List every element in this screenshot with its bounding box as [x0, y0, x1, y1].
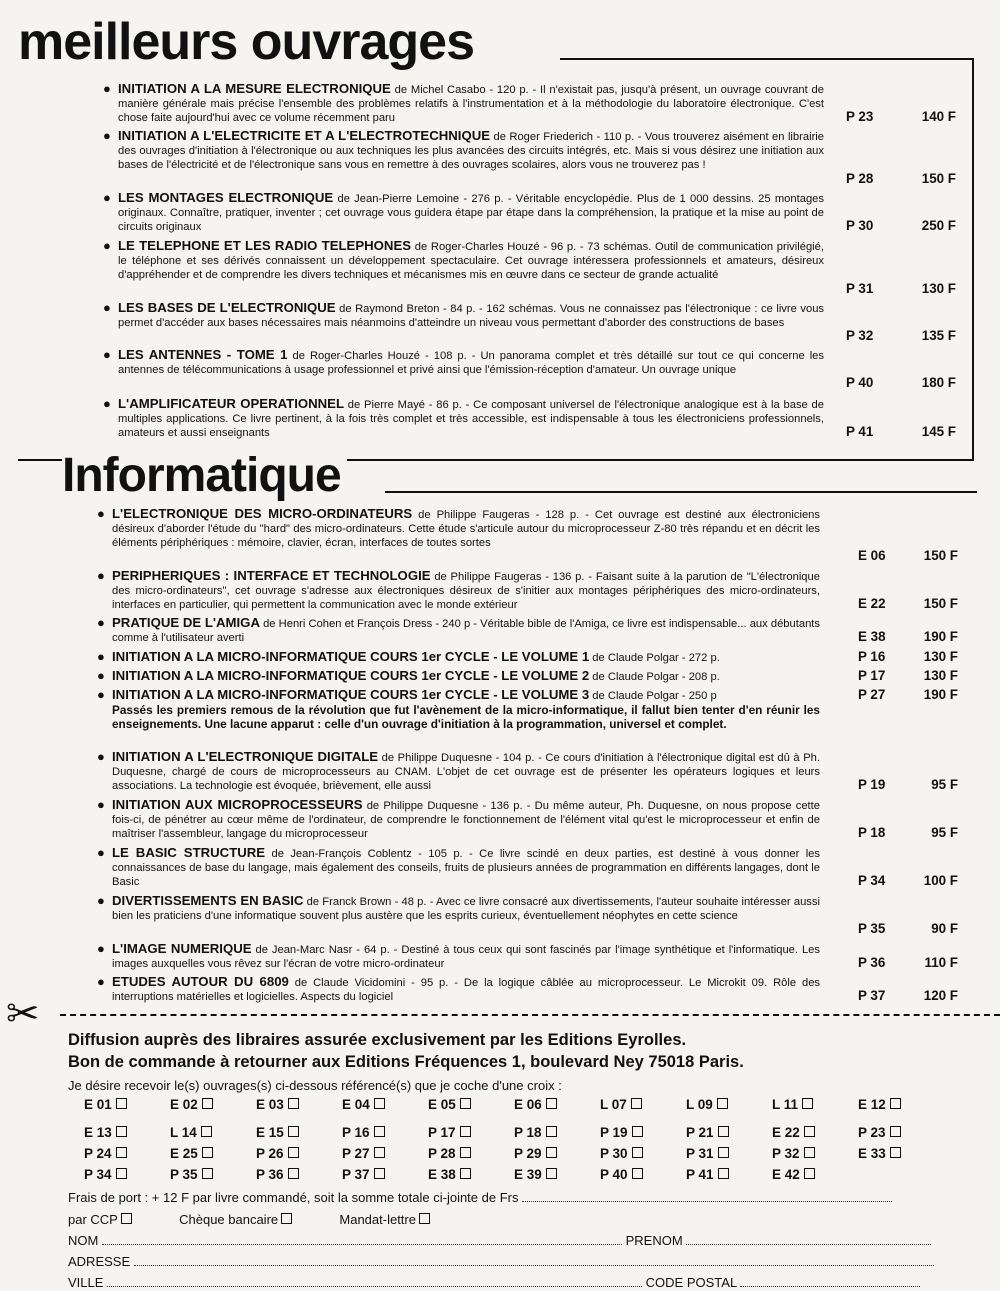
book-price: 135 F	[921, 328, 956, 343]
book-reference: E 38	[858, 629, 886, 644]
adresse-field[interactable]	[134, 1253, 934, 1266]
book-description	[118, 129, 824, 173]
order-code-item	[686, 1167, 729, 1182]
book-title: INITIATION A L'ELECTRICITE ET A L'ELECTROTECHNIQUE	[118, 128, 491, 143]
book-title: LES ANTENNES - TOME 1	[118, 347, 288, 362]
order-code-item	[428, 1167, 471, 1182]
book-price: 140 F	[921, 109, 956, 124]
order-address: Bon de commande à retourner aux Editions Fréquences 1, boulevard Ney 75018 Paris.	[68, 1053, 744, 1071]
order-code-item	[256, 1125, 299, 1140]
order-code-checkbox[interactable]	[460, 1098, 471, 1109]
book-entry	[118, 300, 956, 343]
order-code-item	[772, 1097, 813, 1112]
order-code-item	[686, 1097, 728, 1112]
book-reference: P 27	[858, 687, 886, 702]
book-title: INITIATION A LA MICRO-INFORMATIQUE COURS 1er CYCLE - LE VOLUME 2	[112, 668, 590, 683]
nom-field[interactable]	[102, 1232, 622, 1245]
order-code-item	[686, 1146, 729, 1161]
book-description	[112, 616, 820, 645]
book-text: de Jean-François Coblentz - 105 p. - Ce livre scindé en deux parties, est destiné à vous donner les connaissances de base du langage, mais également des conseils, fruits de plusieurs années de programmation en différents langages, dont le Basic	[112, 848, 820, 889]
order-code-checkbox[interactable]	[460, 1147, 471, 1158]
book-title: INITIATION A LA MICRO-INFORMATIQUE COURS 1er CYCLE - LE VOLUME 1	[112, 649, 590, 664]
book-title: PRATIQUE DE L'AMIGA	[112, 615, 260, 630]
order-code-label: E 06	[514, 1097, 542, 1112]
order-code-item	[170, 1167, 213, 1182]
order-code-item	[342, 1097, 385, 1112]
order-code-checkbox[interactable]	[374, 1126, 385, 1137]
book-entry	[112, 506, 958, 563]
book-description	[118, 397, 824, 441]
order-code-checkbox[interactable]	[717, 1098, 728, 1109]
order-code-label: E 12	[858, 1097, 886, 1112]
book-description	[112, 507, 820, 551]
book-description	[112, 650, 820, 665]
book-price: 250 F	[921, 218, 956, 233]
book-note: Passés les premiers remous de la révolution que fut l'avènement de la micro-informatique, il fallut bien tenter d'en réunir les enseignements. Une lacune apparut : celle d'un ouvrage d'initiation à la programmation, universel et complet.	[112, 703, 820, 732]
order-code-label: P 28	[428, 1146, 456, 1161]
book-entry	[112, 749, 958, 794]
payment-line	[68, 1212, 430, 1228]
order-code-checkbox[interactable]	[546, 1168, 557, 1179]
book-reference: P 37	[858, 988, 886, 1003]
book-entry	[112, 797, 958, 842]
book-text: de Jean-Pierre Lemoine - 276 p. - Véritable encyclopédie. Plus de 1 000 dessins. 25 montages originaux. Connaître, pratiquer, inventer ; cet ouvrage vous guidera étape par étape dans la compréhension, la pratique et la mise au point de circuits originaux	[118, 193, 824, 234]
book-text: de Claude Polgar - 272 p.	[589, 652, 720, 664]
ville-line	[68, 1274, 920, 1291]
book-description	[118, 348, 824, 377]
order-code-checkbox[interactable]	[718, 1168, 729, 1179]
order-code-checkbox[interactable]	[116, 1126, 127, 1137]
ville-field[interactable]	[107, 1274, 642, 1287]
order-code-label: P 29	[514, 1146, 542, 1161]
book-text: de Franck Brown - 48 p. - Avec ce livre consacré aux divertissements, l'auteur souhaite intéresser aussi bien les praticiens d'une informatique souvent plus austère que les esprits curieux, éventuellement néophytes en cette science	[112, 896, 820, 923]
book-text: de Raymond Breton - 84 p. - 162 schémas. Vous ne connaissez pas l'électronique : ce livre vous permet d'accéder aux bases nécessaires mais néanmoins d'atteindre un niveau vous permettant d'aborder des constructions de bases	[118, 303, 825, 330]
order-code-label: E 22	[772, 1125, 800, 1140]
order-code-label: P 17	[428, 1125, 456, 1140]
book-reference: E 22	[858, 596, 886, 611]
order-code-label: P 27	[342, 1146, 370, 1161]
book-description	[112, 688, 820, 732]
book-description	[112, 942, 820, 971]
book-text: de Jean-Marc Nasr - 64 p. - Destiné à tous ceux qui sont fascinés par l'image synthétique et l'informatique. Les images auxquelles vous rêvez sur l'écran de votre micro-ordinateur	[112, 944, 820, 971]
book-title: LE TELEPHONE ET LES RADIO TELEPHONES	[118, 238, 412, 253]
book-reference: P 40	[846, 375, 874, 390]
order-code-label: P 37	[342, 1167, 370, 1182]
order-code-item	[858, 1125, 901, 1140]
order-code-label: P 30	[600, 1146, 628, 1161]
pay-mandat-checkbox[interactable]	[419, 1213, 430, 1224]
order-code-checkbox[interactable]	[201, 1126, 212, 1137]
order-code-item	[84, 1146, 127, 1161]
total-amount-field[interactable]	[522, 1189, 892, 1202]
book-reference: E 06	[858, 548, 886, 563]
prenom-field[interactable]	[686, 1232, 931, 1245]
nom-label: NOM	[68, 1233, 99, 1248]
book-price: 100 F	[923, 873, 958, 888]
order-code-item	[428, 1125, 471, 1140]
book-price: 190 F	[923, 629, 958, 644]
book-text: de Henri Cohen et François Dress - 240 p - Véritable bible de l'Amiga, ce livre est indispensable... aux débutants comme à l'utilisateur averti	[112, 618, 820, 645]
book-entry	[118, 347, 956, 390]
book-entry	[112, 687, 958, 732]
heading-rule	[560, 58, 972, 60]
order-code-item	[600, 1167, 643, 1182]
book-price: 150 F	[923, 596, 958, 611]
book-entry	[112, 893, 958, 936]
order-code-label: P 16	[342, 1125, 370, 1140]
book-description	[118, 301, 824, 330]
book-reference: P 16	[858, 649, 886, 664]
order-code-checkbox[interactable]	[460, 1168, 471, 1179]
order-code-item	[256, 1146, 299, 1161]
order-intro: Je désire recevoir le(s) ouvrages(s) ci-dessous référencé(s) que je coche d'une croix :	[68, 1078, 562, 1093]
order-code-item	[772, 1146, 815, 1161]
book-text: de Philippe Faugeras - 136 p. - Faisant suite à la parution de "L'électronique des micro-ordinateurs", cet ouvrage s'adresse aux électroniques désireux de s'initier aux montages périphériques des micro-ordinateurs, interfaces en particulier, qui permettent la communication avec le monde extérieur	[112, 571, 820, 612]
book-price: 190 F	[923, 687, 958, 702]
book-text: de Claude Polgar - 208 p.	[589, 671, 720, 683]
book-title: INITIATION AUX MICROPROCESSEURS	[112, 797, 363, 812]
order-code-label: P 35	[170, 1167, 198, 1182]
adresse-label: ADRESSE	[68, 1254, 131, 1269]
order-code-label: E 38	[428, 1167, 456, 1182]
prenom-label: PRENOM	[625, 1233, 683, 1248]
book-reference: P 41	[846, 424, 874, 439]
order-code-checkbox[interactable]	[116, 1168, 127, 1179]
order-code-item	[858, 1146, 901, 1161]
book-title: LES BASES DE L'ELECTRONIQUE	[118, 300, 336, 315]
order-code-label: E 33	[858, 1146, 886, 1161]
order-code-item	[170, 1146, 213, 1161]
book-entry	[112, 615, 958, 645]
book-reference: P 35	[858, 921, 886, 936]
book-title: PERIPHERIQUES : INTERFACE ET TECHNOLOGIE	[112, 568, 431, 583]
order-code-checkbox[interactable]	[288, 1168, 299, 1179]
book-price: 130 F	[923, 649, 958, 664]
order-code-checkbox[interactable]	[546, 1147, 557, 1158]
order-code-checkbox[interactable]	[632, 1168, 643, 1179]
book-reference: P 34	[858, 873, 886, 888]
book-reference: P 19	[858, 777, 886, 792]
book-entry	[118, 190, 956, 235]
order-code-item	[256, 1167, 299, 1182]
order-code-checkbox[interactable]	[718, 1147, 729, 1158]
book-price: 150 F	[923, 548, 958, 563]
book-entry	[112, 845, 958, 890]
book-entry	[112, 568, 958, 613]
order-code-item	[514, 1167, 557, 1182]
book-title: INITIATION A LA MESURE ELECTRONIQUE	[118, 81, 391, 96]
order-code-label: P 41	[686, 1167, 714, 1182]
book-title: LES MONTAGES ELECTRONIQUE	[118, 190, 334, 205]
book-reference: P 30	[846, 218, 874, 233]
order-code-checkbox[interactable]	[546, 1098, 557, 1109]
order-code-label: P 40	[600, 1167, 628, 1182]
order-code-checkbox[interactable]	[802, 1098, 813, 1109]
order-code-label: E 42	[772, 1167, 800, 1182]
order-code-item	[428, 1097, 471, 1112]
book-title: L'IMAGE NUMERIQUE	[112, 941, 252, 956]
pay-cheque-label: Chèque bancaire	[179, 1212, 279, 1227]
order-code-item	[600, 1097, 642, 1112]
order-code-checkbox[interactable]	[804, 1168, 815, 1179]
order-code-label: P 36	[256, 1167, 284, 1182]
order-code-label: P 32	[772, 1146, 800, 1161]
order-code-label: E 04	[342, 1097, 370, 1112]
book-description	[112, 846, 820, 890]
book-description	[112, 798, 820, 842]
book-reference: P 31	[846, 281, 874, 296]
book-price: 95 F	[931, 825, 958, 840]
book-text: de Claude Vicidomini - 95 p. - De la logique câblée au microprocesseur. Le Microkit 09. Rôle des interruptions matérielles et logicielles. Aspects du logiciel	[112, 977, 821, 1004]
shipping-text: Frais de port : + 12 F par livre commandé, soit la somme totale ci-jointe de Frs	[68, 1190, 519, 1205]
order-code-checkbox[interactable]	[804, 1147, 815, 1158]
book-price: 130 F	[921, 281, 956, 296]
book-text: de Claude Polgar - 250 p	[589, 690, 717, 702]
order-code-item	[170, 1097, 213, 1112]
book-price: 90 F	[931, 921, 958, 936]
order-code-item	[772, 1125, 815, 1140]
book-entry	[112, 668, 958, 684]
pay-cheque-checkbox[interactable]	[281, 1213, 292, 1224]
order-code-checkbox[interactable]	[890, 1098, 901, 1109]
book-description	[112, 894, 820, 923]
order-code-checkbox[interactable]	[116, 1098, 127, 1109]
order-code-label: P 23	[858, 1125, 886, 1140]
book-text: de Michel Casabo - 120 p. - Il n'existait pas, jusqu'à présent, un ouvrage couvrant de manière générale mais précise l'ensemble des problèmes relatifs à l'instrumentation et à la méthodologie du laboratoire électronique. C'est chose faite aujourd'hui avec ce volume récemment paru	[118, 84, 824, 125]
nom-line	[68, 1232, 931, 1249]
order-code-label: E 02	[170, 1097, 198, 1112]
book-price: 130 F	[923, 668, 958, 683]
order-code-item	[428, 1146, 471, 1161]
order-code-item	[514, 1097, 557, 1112]
book-entry	[118, 128, 956, 186]
scissors-icon: ✂	[6, 992, 40, 1036]
book-reference: P 32	[846, 328, 874, 343]
book-price: 145 F	[921, 424, 956, 439]
book-text: de Roger Friederich - 110 p. - Vous trouverez aisément en librairie des ouvrages d'initiation à l'électronique ou aux techniques les plus avancées des circuits intégrés, etc. Mais si vous désirez une initiation aux bases de l'électricité et de l'électronique sans vous en remettre à des ouvrages scolaires, alors vous ne trouverez pas !	[118, 131, 824, 172]
order-code-item	[84, 1167, 127, 1182]
order-code-label: P 19	[600, 1125, 628, 1140]
book-price: 95 F	[931, 777, 958, 792]
book-text: de Pierre Mayé - 86 p. - Ce composant universel de l'électronique analogique est à la base de multiples applications. Ce livre pertinent, à la fois très complet et très accessible, est indispensable à tous les électroniciens professionnels, amateurs et aussi enseignants	[118, 399, 825, 440]
order-code-label: L 07	[600, 1097, 627, 1112]
order-code-checkbox[interactable]	[288, 1147, 299, 1158]
order-code-checkbox[interactable]	[374, 1147, 385, 1158]
order-code-item	[514, 1146, 557, 1161]
heading-rule-2	[385, 491, 977, 493]
book-entry	[112, 649, 958, 665]
order-code-item	[342, 1146, 385, 1161]
adresse-line	[68, 1253, 934, 1270]
book-entry	[118, 81, 956, 126]
order-code-checkbox[interactable]	[374, 1168, 385, 1179]
order-code-label: P 34	[84, 1167, 112, 1182]
order-code-label: P 24	[84, 1146, 112, 1161]
order-code-label: E 39	[514, 1167, 542, 1182]
book-text: de Philippe Duquesne - 136 p. - Du même auteur, Ph. Duquesne, on nous propose cette fois-ci, de pénétrer au cœur même de l'ordinateur, de comprendre le fonctionnement de l'élément vital qu'est le microprocesseur et enfin de maîtriser l'assembleur, langage du microprocesseur	[112, 800, 820, 841]
cut-line	[60, 1014, 1000, 1016]
order-code-item	[342, 1167, 385, 1182]
book-title: DIVERTISSEMENTS EN BASIC	[112, 893, 304, 908]
order-code-label: P 18	[514, 1125, 542, 1140]
book-price: 120 F	[923, 988, 958, 1003]
order-code-label: L 14	[170, 1125, 197, 1140]
order-code-label: E 15	[256, 1125, 284, 1140]
order-code-checkbox[interactable]	[890, 1147, 901, 1158]
ville-label: VILLE	[68, 1275, 104, 1290]
order-code-label: P 26	[256, 1146, 284, 1161]
heading-best-books: meilleurs ouvrages	[18, 13, 474, 71]
book-entry	[118, 238, 956, 296]
order-code-checkbox[interactable]	[116, 1147, 127, 1158]
order-code-checkbox[interactable]	[202, 1168, 213, 1179]
pay-mandat-label: Mandat-lettre	[339, 1212, 416, 1227]
book-price: 150 F	[921, 171, 956, 186]
pay-ccp-label: par CCP	[68, 1212, 118, 1227]
order-code-checkbox[interactable]	[202, 1147, 213, 1158]
heading-informatique: Informatique	[62, 448, 347, 504]
order-code-checkbox[interactable]	[631, 1098, 642, 1109]
book-description	[118, 191, 824, 235]
book-title: INITIATION A LA MICRO-INFORMATIQUE COURS 1er CYCLE - LE VOLUME 3	[112, 687, 590, 702]
order-code-item	[600, 1146, 643, 1161]
book-reference: P 28	[846, 171, 874, 186]
code-postal-field[interactable]	[740, 1274, 920, 1287]
book-description	[112, 569, 820, 613]
frame-right	[972, 58, 974, 460]
book-description	[112, 975, 820, 1004]
book-entry	[112, 941, 958, 971]
book-reference: P 18	[858, 825, 886, 840]
order-code-item	[84, 1125, 127, 1140]
book-text: de Roger-Charles Houzé - 108 p. - Un panorama complet et très détaillé sur tout ce qui concerne les antennes de télécommunications à usage professionnel et privé ainsi que l'émission-réception d'amateur. Un ouvrage unique	[118, 350, 824, 377]
order-code-checkbox[interactable]	[202, 1098, 213, 1109]
book-entry	[112, 974, 958, 1004]
order-code-item	[84, 1097, 127, 1112]
order-code-checkbox[interactable]	[288, 1126, 299, 1137]
book-description	[118, 82, 824, 126]
book-text: de Philippe Faugeras - 128 p. - Cet ouvrage est destiné aux électroniciens désireux d'aborder l'étude du "hard" des micro-ordinateurs. Cette étude s'articule autour du microprocesseur Z-80 très répandu et en décrit les éléments périphériques : mémoire, clavier, écran, interfaces de toutes sortes	[112, 509, 820, 550]
book-price: 110 F	[924, 955, 958, 970]
order-code-label: E 25	[170, 1146, 198, 1161]
order-code-label: P 21	[686, 1125, 714, 1140]
order-code-label: L 11	[772, 1097, 799, 1112]
order-code-label: E 01	[84, 1097, 112, 1112]
book-price: 180 F	[921, 375, 956, 390]
book-title: LE BASIC STRUCTURE	[112, 845, 266, 860]
order-code-label: L 09	[686, 1097, 713, 1112]
order-code-item	[600, 1125, 643, 1140]
order-code-item	[858, 1097, 901, 1112]
order-code-label: P 31	[686, 1146, 714, 1161]
book-description	[118, 239, 824, 283]
book-entry	[118, 396, 956, 441]
order-code-checkbox[interactable]	[632, 1126, 643, 1137]
book-title: L'ELECTRONIQUE DES MICRO-ORDINATEURS	[112, 506, 413, 521]
order-code-item	[342, 1125, 385, 1140]
order-code-item	[772, 1167, 815, 1182]
order-code-checkbox[interactable]	[890, 1126, 901, 1137]
order-code-label: E 13	[84, 1125, 112, 1140]
pay-ccp-checkbox[interactable]	[121, 1213, 132, 1224]
book-text: de Philippe Duquesne - 104 p. - Ce cours d'initiation à l'électronique digital est dû à Ph. Duquesne, chargé de cours de microprocesseurs au CNAM. L'objet de cet ouvrage est de présenter les opérateurs logiques et leurs associations. La technologie est évoquée, brièvement, elle aussi	[112, 752, 820, 793]
order-code-checkbox[interactable]	[718, 1126, 729, 1137]
order-code-item	[256, 1097, 299, 1112]
book-reference: P 23	[846, 109, 874, 124]
order-code-checkbox[interactable]	[546, 1126, 557, 1137]
book-title: ETUDES AUTOUR DU 6809	[112, 974, 289, 989]
order-code-item	[514, 1125, 557, 1140]
book-reference: P 36	[858, 955, 886, 970]
book-reference: P 17	[858, 668, 886, 683]
order-code-item	[686, 1125, 729, 1140]
shipping-line	[68, 1189, 892, 1206]
order-code-checkbox[interactable]	[804, 1126, 815, 1137]
book-title: INITIATION A L'ELECTRONIQUE DIGITALE	[112, 749, 379, 764]
book-description	[112, 669, 820, 684]
order-code-label: E 03	[256, 1097, 284, 1112]
order-code-checkbox[interactable]	[374, 1098, 385, 1109]
book-text: de Roger-Charles Houzé - 96 p. - 73 schémas. Outil de communication privilégié, le téléphone et ses dérivés connaissent un développement spectaculaire. Cet ouvrage intéressera professionnels et amateurs, désireux d'appréhender et de comprendre les divers techniques et mécanismes mis en œuvre dans ce secteur de grande actualité	[118, 241, 824, 282]
order-code-checkbox[interactable]	[460, 1126, 471, 1137]
order-code-label: E 05	[428, 1097, 456, 1112]
order-distribution: Diffusion auprès des libraires assurée exclusivement par les Editions Eyrolles.	[68, 1031, 687, 1049]
order-code-checkbox[interactable]	[288, 1098, 299, 1109]
book-title: L'AMPLIFICATEUR OPERATIONNEL	[118, 396, 345, 411]
order-code-item	[170, 1125, 212, 1140]
code-postal-label: CODE POSTAL	[645, 1275, 737, 1290]
order-code-checkbox[interactable]	[632, 1147, 643, 1158]
book-description	[112, 750, 820, 794]
